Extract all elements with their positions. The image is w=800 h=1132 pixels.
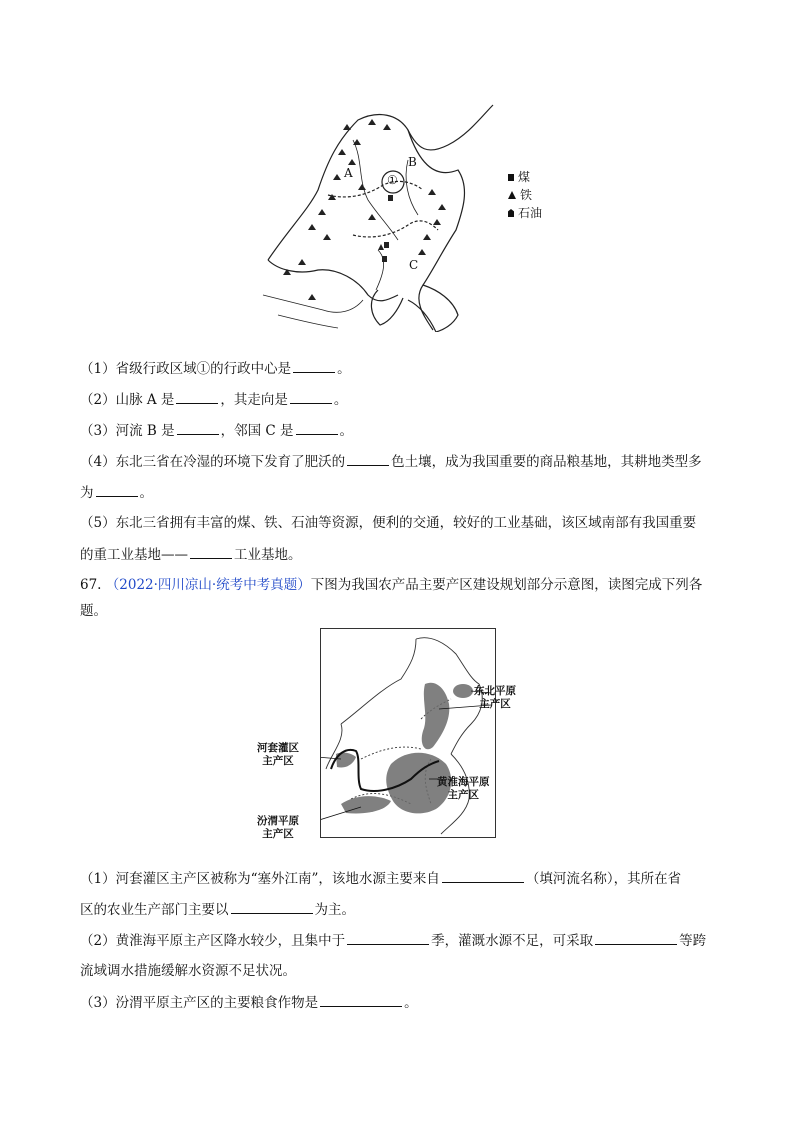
- huanghuaihai-label: 黄淮海平原 主产区: [437, 776, 490, 801]
- q66-5: （5）东北三省拥有丰富的煤、铁、石油等资源，便利的交通，较好的工业基础，该区域南部有我国重要: [80, 515, 697, 531]
- q67-3: （3）汾渭平原主产区的主要粮食作物是 。: [80, 992, 418, 1013]
- oil-derrick-icon: [508, 209, 514, 217]
- agri-map-drawing: [321, 629, 495, 837]
- answer-blank[interactable]: [442, 868, 524, 883]
- q66-5-cont: 的重工业基地—— 工业基地。: [80, 544, 302, 565]
- q67-stem: 67. （2022·四川凉山·统考中考真题）下图为我国农产品主要产区建设规划部分示意图，读图完成下列各: [80, 577, 703, 593]
- legend-coal: 煤: [508, 168, 542, 186]
- q67-2: （2）黄淮海平原主产区降水较少，且集中于 季，灌溉水源不足，可采取 等跨: [80, 930, 706, 951]
- coal-square-icon: [508, 174, 514, 181]
- answer-blank[interactable]: [96, 482, 138, 497]
- legend-iron: 铁: [508, 186, 542, 204]
- northeast-china-map: [258, 100, 498, 332]
- q66-4: （4）东北三省在冷湿的环境下发育了肥沃的 色土壤，成为我国重要的商品粮基地，其耕地类型多: [80, 451, 702, 472]
- q67-stem-cont: 题。: [80, 603, 107, 619]
- region-1-label: ①: [387, 173, 398, 187]
- answer-blank[interactable]: [190, 544, 232, 559]
- q66-3: （3）河流 B 是 ，邻国 C 是 。: [80, 420, 353, 441]
- answer-blank[interactable]: [176, 389, 218, 404]
- hetao-label: 河套灌区 主产区: [257, 742, 299, 767]
- fenwei-label: 汾渭平原 主产区: [257, 815, 299, 840]
- answer-blank[interactable]: [177, 420, 219, 435]
- northeast-plain-area: [422, 683, 450, 750]
- q66-1: （1）省级行政区域①的行政中心是 。: [80, 358, 351, 379]
- country-c-label: C: [409, 258, 419, 272]
- answer-blank[interactable]: [290, 389, 332, 404]
- q66-2: （2）山脉 A 是 ，其走向是 。: [80, 389, 347, 410]
- question-number: 67.: [80, 577, 102, 593]
- question-source[interactable]: （2022·四川凉山·统考中考真题）: [105, 577, 311, 593]
- answer-blank[interactable]: [595, 930, 677, 945]
- iron-triangle-icon: [508, 191, 516, 199]
- answer-blank[interactable]: [296, 420, 338, 435]
- mountain-a-label: A: [344, 166, 353, 180]
- mountain-symbols: [283, 119, 446, 300]
- answer-blank[interactable]: [347, 451, 389, 466]
- agricultural-regions-map: [320, 628, 496, 838]
- q67-2-cont: 流域调水措施缓解水资源不足状况。: [80, 963, 296, 979]
- answer-blank[interactable]: [293, 358, 335, 373]
- answer-blank[interactable]: [320, 992, 402, 1007]
- answer-blank[interactable]: [231, 899, 313, 914]
- q67-1-cont: 区的农业生产部门主要以 为主。: [80, 899, 355, 920]
- northeast-plain-area-2: [453, 684, 473, 698]
- northeast-plain-label: 东北平原 主产区: [474, 685, 516, 710]
- northeast-map-drawing: [258, 100, 498, 332]
- legend-oil: 石油: [508, 204, 542, 222]
- answer-blank[interactable]: [347, 930, 429, 945]
- map-legend: [508, 168, 542, 222]
- q67-1: （1）河套灌区主产区被称为“塞外江南”，该地水源主要来自 （填河流名称），其所在省: [80, 868, 681, 889]
- river-b-label: B: [408, 155, 417, 169]
- q66-4-cont: 为 。: [80, 482, 153, 503]
